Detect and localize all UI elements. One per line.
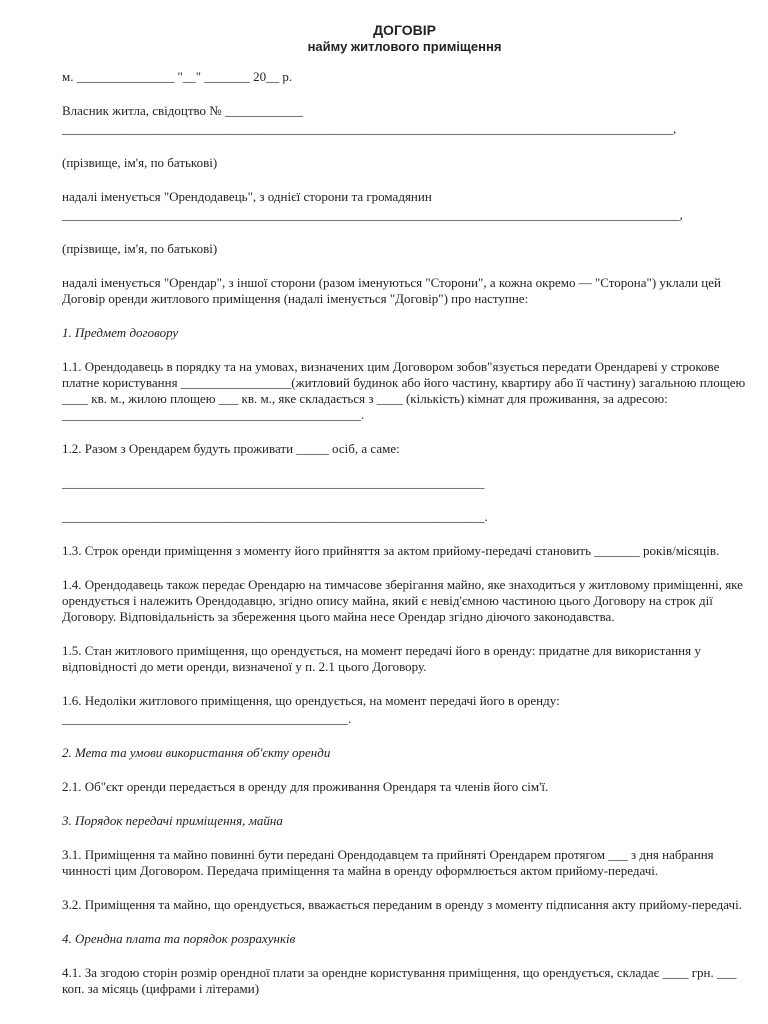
clause-3-1: 3.1. Приміщення та майно повинні бути передані Орендодавцем та прийняті Орендарем протягом ___ з дня набрання чинності цим Договором. Передача приміщення та майна в оренду оформлюється актом прийому-передачі. [62, 847, 717, 878]
clause-1-2-blank-1: _________________________________________________________________ [62, 475, 485, 490]
clause-1-6: 1.6. Недоліки житлового приміщення, що орендується, на момент передачі його в оренду: [62, 693, 560, 708]
owner-name-blank: ______________________________________________________________________________________________, [62, 121, 677, 136]
document-subtitle: найму житлового приміщення [307, 39, 502, 54]
clause-1-1: 1.1. Орендодавець в порядку та на умовах, визначених цим Договором зобов"язується передати Орендареві у строкове платне користування _________________(житловий будинок або його частину, квартиру або її частину) загальною площею ____ кв. м., жилою площею ___ кв. м., яке складається з ____ (кількість) кімнат для проживання, за адресою: ______________________________________________. [62, 359, 749, 422]
landlord-intro: надалі іменується "Орендодавець", з однієї сторони та громадянин [62, 189, 432, 204]
clause-2-1: 2.1. Об"єкт оренди передається в оренду для проживання Орендаря та членів його сім'ї. [62, 779, 549, 794]
document-title: ДОГОВІР [373, 22, 436, 38]
place-date-line: м. _______________ "__" _______ 20__ р. [62, 69, 293, 84]
preamble-paragraph: надалі іменується "Орендар", з іншої сторони (разом іменуються "Сторони", а кожна окремо — "Сторона") уклали цей Договір оренди житлового приміщення (надалі іменується "Договір") про наступне: [62, 275, 725, 306]
owner-certificate-line: Власник житла, свідоцтво № ____________ [62, 103, 303, 118]
clause-1-3: 1.3. Строк оренди приміщення з моменту його прийняття за актом прийому-передачі становить _______ років/місяців. [62, 543, 720, 558]
contract-document [62, 22, 747, 1015]
clause-1-5: 1.5. Стан житлового приміщення, що орендується, на момент передачі його в оренду: придатне для використання у відповідності до мети оренди, визначеної у п. 2.1 цього Договору. [62, 643, 705, 674]
section-4-heading: 4. Орендна плата та порядок розрахунків [62, 931, 296, 946]
clause-1-2: 1.2. Разом з Орендарем будуть проживати _____ осіб, а саме: [62, 441, 400, 456]
section-1-heading: 1. Предмет договору [62, 325, 179, 340]
section-3-heading: 3. Порядок передачі приміщення, майна [62, 813, 283, 828]
owner-name-hint: (прізвище, ім'я, по батькові) [62, 155, 218, 170]
tenant-name-hint: (прізвище, ім'я, по батькові) [62, 241, 218, 256]
clause-3-2: 3.2. Приміщення та майно, що орендується, вважається переданим в оренду з моменту підписання акту прийому-передачі. [62, 897, 742, 912]
clause-1-4: 1.4. Орендодавець також передає Орендарю на тимчасове зберігання майно, яке знаходиться у житловому приміщенні, яке орендується і належить Орендодавцю, згідно опису майна, який є невід'ємною частиною цього Договору на строк дії Договору. Відповідальність за збереження цього майна несе Орендар згідно діючого законодавства. [62, 577, 747, 624]
section-2-heading: 2. Мета та умови використання об'єкту оренди [62, 745, 331, 760]
clause-1-6-blank: ____________________________________________. [62, 711, 352, 726]
clause-4-1: 4.1. За згодою сторін розмір орендної плати за орендне користування приміщення, що орендується, складає ____ грн. ___ коп. за місяць (цифрами і літерами) [62, 965, 740, 996]
tenant-name-blank: _______________________________________________________________________________________________, [62, 207, 683, 222]
clause-1-2-blank-2: _________________________________________________________________. [62, 509, 488, 524]
